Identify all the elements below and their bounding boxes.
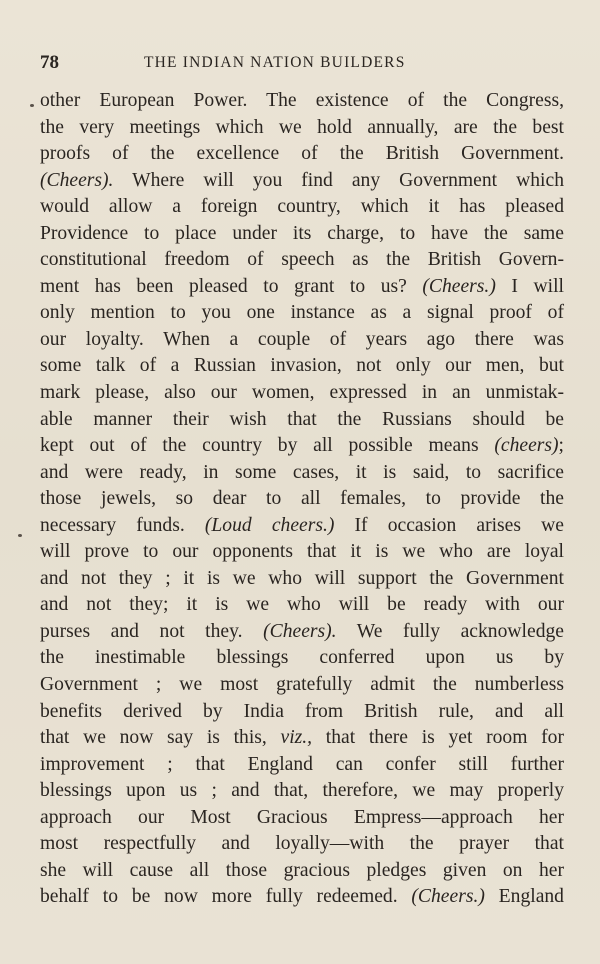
- text-line: and were ready, in some cases, it is said, to sacrifice: [40, 461, 564, 483]
- text-line: only mention to you one instance as a signal proof of: [40, 302, 564, 324]
- text-line: our loyalty. When a couple of years ago there was: [40, 328, 564, 350]
- running-head: THE INDIAN NATION BUILDERS: [144, 54, 406, 71]
- text-line: constitutional freedom of speech as the British Govern-: [40, 249, 564, 271]
- text-line: the very meetings which we hold annually, are the best: [40, 116, 564, 138]
- text-line: Government ; we most gratefully admit the numberless: [40, 674, 564, 696]
- text-line: that we now say is this, viz., that there is yet room for: [40, 727, 564, 749]
- text-line: necessary funds. (Loud cheers.) If occasion arises we: [40, 514, 564, 536]
- text-line: the inestimable blessings conferred upon us by: [40, 647, 564, 669]
- text-line: behalf to be now more fully redeemed. (Cheers.) England: [40, 886, 564, 908]
- text-line: proofs of the excellence of the British Government.: [40, 143, 564, 165]
- text-line: approach our Most Gracious Empress—approach her: [40, 806, 564, 828]
- text-line: able manner their wish that the Russians should be: [40, 408, 564, 430]
- text-line: and not they; it is we who will be ready with our: [40, 594, 564, 616]
- text-line: (Cheers). Where will you find any Government which: [40, 169, 564, 191]
- text-line: kept out of the country by all possible means (cheers);: [40, 435, 564, 457]
- text-line: οther European Power. The existence of the Congress,: [40, 90, 564, 111]
- ink-speck: [30, 104, 34, 107]
- text-line: she will cause all those gracious pledges given on her: [40, 859, 564, 881]
- page-number: 78: [40, 52, 59, 73]
- text-line: would allow a foreign country, which it has pleased: [40, 196, 564, 218]
- text-line: most respectfully and loyally—with the prayer that: [40, 833, 564, 855]
- text-line: Providence to place under its charge, to have the same: [40, 222, 564, 244]
- text-line: some talk of a Russian invasion, not only our men, but: [40, 355, 564, 377]
- page-header: [40, 52, 564, 78]
- text-line: benefits derived by India from British rule, and all: [40, 700, 564, 722]
- text-line: blessings upon us ; and that, therefore, we may properly: [40, 780, 564, 802]
- text-line: purses and not they. (Cheers). We fully acknowledge: [40, 620, 564, 642]
- ink-speck: [18, 534, 22, 537]
- text-line: ment has been pleased to grant to us? (Cheers.) I will: [40, 275, 564, 297]
- text-line: and not they ; it is we who will support the Government: [40, 567, 564, 589]
- text-line: improvement ; that England can confer still further: [40, 753, 564, 775]
- text-line: those jewels, so dear to all females, to provide the: [40, 488, 564, 510]
- text-line: will prove to our opponents that it is we who are loyal: [40, 541, 564, 563]
- text-line: mark please, also our women, expressed in an unmistak-: [40, 382, 564, 404]
- body-text: [40, 88, 564, 911]
